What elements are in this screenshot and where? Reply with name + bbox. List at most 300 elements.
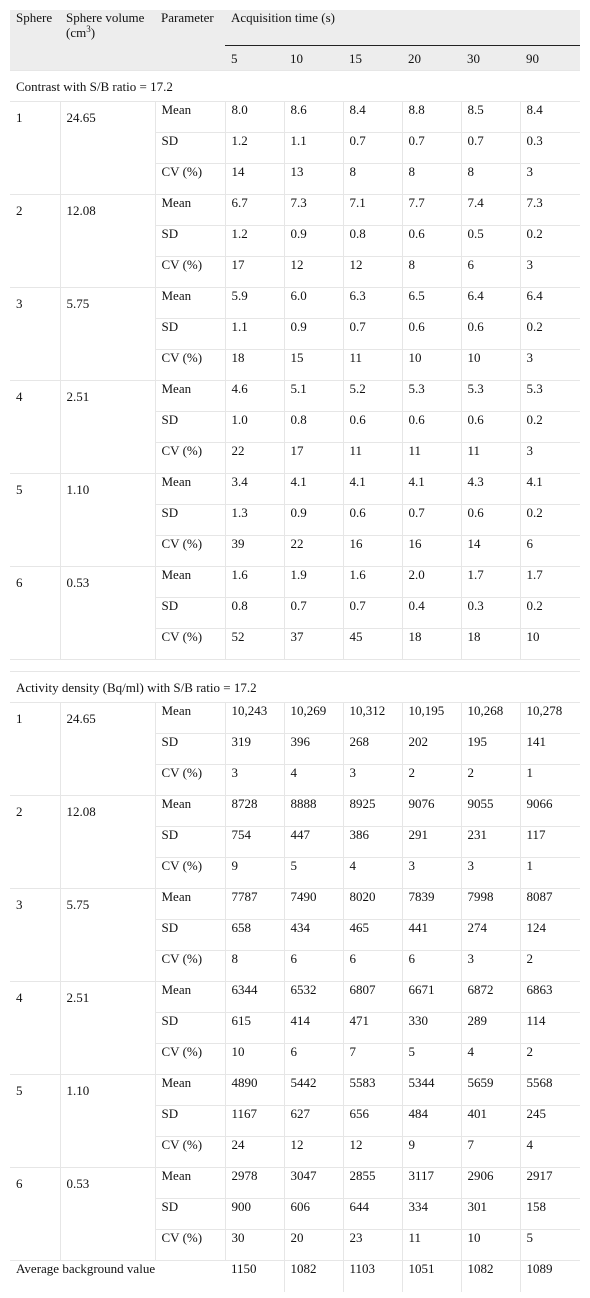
value-cell: 10 xyxy=(461,1230,520,1261)
value-cell: 2978 xyxy=(225,1168,284,1199)
section-title: Activity density (Bq/ml) with S/B ratio = 17.2 xyxy=(10,672,580,703)
value-cell: 4890 xyxy=(225,1075,284,1106)
results-table xyxy=(10,10,580,1292)
value-cell: 289 xyxy=(461,1013,520,1044)
footer-value: 1082 xyxy=(461,1261,520,1292)
header-volume-end: ) xyxy=(90,25,96,40)
parameter-label: Mean xyxy=(155,982,225,1013)
value-cell: 4.1 xyxy=(402,474,461,505)
value-cell: 6872 xyxy=(461,982,520,1013)
header-volume xyxy=(60,10,155,71)
value-cell: 5 xyxy=(284,858,343,889)
value-cell: 5 xyxy=(520,1230,580,1261)
sphere-volume: 2.51 xyxy=(60,982,155,1075)
parameter-label: CV (%) xyxy=(155,1230,225,1261)
value-cell: 8 xyxy=(402,257,461,288)
value-cell: 8020 xyxy=(343,889,402,920)
value-cell: 434 xyxy=(284,920,343,951)
sphere-volume: 24.65 xyxy=(60,703,155,796)
parameter-label: Mean xyxy=(155,796,225,827)
parameter-label: Mean xyxy=(155,703,225,734)
value-cell: 22 xyxy=(225,443,284,474)
value-cell: 12 xyxy=(284,1137,343,1168)
value-cell: 7787 xyxy=(225,889,284,920)
parameter-label: CV (%) xyxy=(155,951,225,982)
value-cell: 401 xyxy=(461,1106,520,1137)
sphere-number: 5 xyxy=(10,474,60,567)
value-cell: 231 xyxy=(461,827,520,858)
value-cell: 3 xyxy=(520,257,580,288)
value-cell: 16 xyxy=(343,536,402,567)
header-volume-sup: 3 xyxy=(86,24,91,34)
value-cell: 14 xyxy=(225,164,284,195)
value-cell: 10,269 xyxy=(284,703,343,734)
value-cell: 1.2 xyxy=(225,133,284,164)
table-row xyxy=(10,195,580,226)
sphere-volume: 5.75 xyxy=(60,288,155,381)
value-cell: 8 xyxy=(225,951,284,982)
value-cell: 0.6 xyxy=(461,319,520,350)
value-cell: 9 xyxy=(402,1137,461,1168)
value-cell: 16 xyxy=(402,536,461,567)
value-cell: 0.5 xyxy=(461,226,520,257)
table-row xyxy=(10,703,580,734)
value-cell: 11 xyxy=(461,443,520,474)
value-cell: 0.6 xyxy=(402,226,461,257)
parameter-label: SD xyxy=(155,1106,225,1137)
value-cell: 0.7 xyxy=(284,598,343,629)
value-cell: 7.4 xyxy=(461,195,520,226)
parameter-label: SD xyxy=(155,1013,225,1044)
value-cell: 4 xyxy=(343,858,402,889)
value-cell: 0.6 xyxy=(461,505,520,536)
value-cell: 4 xyxy=(284,765,343,796)
value-cell: 12 xyxy=(343,1137,402,1168)
value-cell: 10 xyxy=(520,629,580,660)
sphere-volume: 24.65 xyxy=(60,102,155,195)
value-cell: 4.3 xyxy=(461,474,520,505)
value-cell: 5.2 xyxy=(343,381,402,412)
value-cell: 4.6 xyxy=(225,381,284,412)
value-cell: 0.8 xyxy=(225,598,284,629)
sphere-number: 4 xyxy=(10,381,60,474)
value-cell: 52 xyxy=(225,629,284,660)
table-row xyxy=(10,796,580,827)
value-cell: 6.4 xyxy=(461,288,520,319)
value-cell: 5344 xyxy=(402,1075,461,1106)
value-cell: 0.6 xyxy=(461,412,520,443)
value-cell: 5442 xyxy=(284,1075,343,1106)
value-cell: 20 xyxy=(284,1230,343,1261)
value-cell: 7.3 xyxy=(520,195,580,226)
parameter-label: SD xyxy=(155,412,225,443)
parameter-label: CV (%) xyxy=(155,350,225,381)
value-cell: 0.2 xyxy=(520,319,580,350)
value-cell: 158 xyxy=(520,1199,580,1230)
table-body xyxy=(10,71,580,1292)
sphere-volume: 2.51 xyxy=(60,381,155,474)
value-cell: 5583 xyxy=(343,1075,402,1106)
value-cell: 7.7 xyxy=(402,195,461,226)
value-cell: 7839 xyxy=(402,889,461,920)
header-time-15: 15 xyxy=(343,46,402,71)
parameter-label: CV (%) xyxy=(155,765,225,796)
value-cell: 45 xyxy=(343,629,402,660)
value-cell: 1.1 xyxy=(284,133,343,164)
table-row xyxy=(10,982,580,1013)
value-cell: 6 xyxy=(284,951,343,982)
value-cell: 124 xyxy=(520,920,580,951)
value-cell: 10,243 xyxy=(225,703,284,734)
value-cell: 195 xyxy=(461,734,520,765)
value-cell: 0.8 xyxy=(284,412,343,443)
value-cell: 1.9 xyxy=(284,567,343,598)
value-cell: 114 xyxy=(520,1013,580,1044)
value-cell: 22 xyxy=(284,536,343,567)
value-cell: 0.6 xyxy=(343,412,402,443)
value-cell: 8925 xyxy=(343,796,402,827)
sphere-volume: 5.75 xyxy=(60,889,155,982)
value-cell: 2855 xyxy=(343,1168,402,1199)
value-cell: 11 xyxy=(402,1230,461,1261)
value-cell: 1 xyxy=(520,858,580,889)
value-cell: 6 xyxy=(402,951,461,982)
value-cell: 202 xyxy=(402,734,461,765)
sphere-volume: 12.08 xyxy=(60,796,155,889)
value-cell: 8.4 xyxy=(520,102,580,133)
footer-value: 1051 xyxy=(402,1261,461,1292)
parameter-label: Mean xyxy=(155,195,225,226)
value-cell: 4 xyxy=(520,1137,580,1168)
value-cell: 0.8 xyxy=(343,226,402,257)
parameter-label: SD xyxy=(155,827,225,858)
value-cell: 10,195 xyxy=(402,703,461,734)
value-cell: 5 xyxy=(402,1044,461,1075)
value-cell: 7 xyxy=(343,1044,402,1075)
value-cell: 245 xyxy=(520,1106,580,1137)
sphere-number: 1 xyxy=(10,102,60,195)
value-cell: 10,278 xyxy=(520,703,580,734)
header-sphere: Sphere xyxy=(10,10,60,71)
value-cell: 1.2 xyxy=(225,226,284,257)
value-cell: 7.3 xyxy=(284,195,343,226)
value-cell: 330 xyxy=(402,1013,461,1044)
value-cell: 319 xyxy=(225,734,284,765)
value-cell: 268 xyxy=(343,734,402,765)
table-row xyxy=(10,889,580,920)
value-cell: 30 xyxy=(225,1230,284,1261)
section-spacer xyxy=(10,660,580,672)
value-cell: 39 xyxy=(225,536,284,567)
value-cell: 8 xyxy=(343,164,402,195)
value-cell: 2 xyxy=(461,765,520,796)
sphere-number: 6 xyxy=(10,567,60,660)
value-cell: 8.8 xyxy=(402,102,461,133)
value-cell: 18 xyxy=(461,629,520,660)
parameter-label: SD xyxy=(155,920,225,951)
value-cell: 5.3 xyxy=(520,381,580,412)
value-cell: 0.9 xyxy=(284,226,343,257)
sphere-number: 4 xyxy=(10,982,60,1075)
footer-value: 1089 xyxy=(520,1261,580,1292)
value-cell: 0.3 xyxy=(461,598,520,629)
value-cell: 1.0 xyxy=(225,412,284,443)
value-cell: 6.3 xyxy=(343,288,402,319)
value-cell: 334 xyxy=(402,1199,461,1230)
value-cell: 7.1 xyxy=(343,195,402,226)
value-cell: 37 xyxy=(284,629,343,660)
value-cell: 8 xyxy=(461,164,520,195)
value-cell: 4 xyxy=(461,1044,520,1075)
value-cell: 6 xyxy=(343,951,402,982)
value-cell: 900 xyxy=(225,1199,284,1230)
sphere-number: 3 xyxy=(10,288,60,381)
parameter-label: Mean xyxy=(155,102,225,133)
value-cell: 9076 xyxy=(402,796,461,827)
value-cell: 8087 xyxy=(520,889,580,920)
value-cell: 7 xyxy=(461,1137,520,1168)
value-cell: 0.2 xyxy=(520,598,580,629)
table-row xyxy=(10,1168,580,1199)
value-cell: 0.6 xyxy=(402,412,461,443)
value-cell: 15 xyxy=(284,350,343,381)
value-cell: 0.2 xyxy=(520,412,580,443)
value-cell: 0.7 xyxy=(343,133,402,164)
table-row xyxy=(10,288,580,319)
parameter-label: Mean xyxy=(155,474,225,505)
value-cell: 9066 xyxy=(520,796,580,827)
value-cell: 0.7 xyxy=(461,133,520,164)
value-cell: 7490 xyxy=(284,889,343,920)
value-cell: 14 xyxy=(461,536,520,567)
table-header xyxy=(10,10,580,71)
value-cell: 2 xyxy=(520,951,580,982)
value-cell: 6 xyxy=(284,1044,343,1075)
sphere-number: 2 xyxy=(10,195,60,288)
value-cell: 1.3 xyxy=(225,505,284,536)
value-cell: 4.1 xyxy=(343,474,402,505)
value-cell: 465 xyxy=(343,920,402,951)
value-cell: 3 xyxy=(343,765,402,796)
value-cell: 1.7 xyxy=(520,567,580,598)
sphere-number: 5 xyxy=(10,1075,60,1168)
value-cell: 6.0 xyxy=(284,288,343,319)
value-cell: 0.7 xyxy=(343,598,402,629)
footer-value: 1150 xyxy=(225,1261,284,1292)
section-title-row xyxy=(10,71,580,102)
value-cell: 471 xyxy=(343,1013,402,1044)
value-cell: 414 xyxy=(284,1013,343,1044)
value-cell: 8.6 xyxy=(284,102,343,133)
value-cell: 754 xyxy=(225,827,284,858)
sphere-volume: 12.08 xyxy=(60,195,155,288)
value-cell: 18 xyxy=(225,350,284,381)
value-cell: 8888 xyxy=(284,796,343,827)
value-cell: 9055 xyxy=(461,796,520,827)
value-cell: 8.4 xyxy=(343,102,402,133)
value-cell: 0.9 xyxy=(284,505,343,536)
value-cell: 6344 xyxy=(225,982,284,1013)
value-cell: 0.7 xyxy=(343,319,402,350)
value-cell: 6671 xyxy=(402,982,461,1013)
value-cell: 2.0 xyxy=(402,567,461,598)
value-cell: 2917 xyxy=(520,1168,580,1199)
value-cell: 0.3 xyxy=(520,133,580,164)
value-cell: 8728 xyxy=(225,796,284,827)
value-cell: 447 xyxy=(284,827,343,858)
value-cell: 6.5 xyxy=(402,288,461,319)
parameter-label: SD xyxy=(155,734,225,765)
value-cell: 396 xyxy=(284,734,343,765)
value-cell: 1.7 xyxy=(461,567,520,598)
value-cell: 11 xyxy=(343,350,402,381)
value-cell: 10,312 xyxy=(343,703,402,734)
header-time-20: 20 xyxy=(402,46,461,71)
footer-value: 1103 xyxy=(343,1261,402,1292)
header-time-5: 5 xyxy=(225,46,284,71)
parameter-label: CV (%) xyxy=(155,858,225,889)
value-cell: 6.7 xyxy=(225,195,284,226)
value-cell: 5.3 xyxy=(461,381,520,412)
value-cell: 0.6 xyxy=(402,319,461,350)
value-cell: 3117 xyxy=(402,1168,461,1199)
value-cell: 0.2 xyxy=(520,226,580,257)
value-cell: 5.1 xyxy=(284,381,343,412)
value-cell: 0.2 xyxy=(520,505,580,536)
parameter-label: CV (%) xyxy=(155,536,225,567)
footer-label: Average background value xyxy=(10,1261,225,1292)
value-cell: 301 xyxy=(461,1199,520,1230)
value-cell: 5568 xyxy=(520,1075,580,1106)
header-volume-text: Sphere volume (cm xyxy=(66,10,145,40)
value-cell: 3 xyxy=(520,443,580,474)
value-cell: 5.9 xyxy=(225,288,284,319)
parameter-label: Mean xyxy=(155,889,225,920)
value-cell: 8 xyxy=(402,164,461,195)
value-cell: 1 xyxy=(520,765,580,796)
value-cell: 484 xyxy=(402,1106,461,1137)
value-cell: 13 xyxy=(284,164,343,195)
value-cell: 17 xyxy=(225,257,284,288)
value-cell: 5.3 xyxy=(402,381,461,412)
value-cell: 658 xyxy=(225,920,284,951)
value-cell: 8.0 xyxy=(225,102,284,133)
value-cell: 2 xyxy=(520,1044,580,1075)
parameter-label: SD xyxy=(155,1199,225,1230)
value-cell: 3 xyxy=(520,350,580,381)
value-cell: 17 xyxy=(284,443,343,474)
table-row xyxy=(10,1075,580,1106)
value-cell: 656 xyxy=(343,1106,402,1137)
value-cell: 274 xyxy=(461,920,520,951)
footer-row xyxy=(10,1261,580,1292)
value-cell: 3047 xyxy=(284,1168,343,1199)
value-cell: 18 xyxy=(402,629,461,660)
value-cell: 3 xyxy=(225,765,284,796)
value-cell: 606 xyxy=(284,1199,343,1230)
value-cell: 3 xyxy=(402,858,461,889)
sphere-volume: 1.10 xyxy=(60,474,155,567)
sphere-volume: 1.10 xyxy=(60,1075,155,1168)
value-cell: 1.1 xyxy=(225,319,284,350)
value-cell: 9 xyxy=(225,858,284,889)
value-cell: 644 xyxy=(343,1199,402,1230)
parameter-label: SD xyxy=(155,226,225,257)
parameter-label: Mean xyxy=(155,381,225,412)
value-cell: 10,268 xyxy=(461,703,520,734)
value-cell: 3 xyxy=(461,858,520,889)
section-title-row xyxy=(10,672,580,703)
header-acquisition-time: Acquisition time (s) xyxy=(225,10,580,46)
table-row xyxy=(10,567,580,598)
header-time-10: 10 xyxy=(284,46,343,71)
spacer-cell xyxy=(10,660,580,672)
value-cell: 1.6 xyxy=(225,567,284,598)
value-cell: 2906 xyxy=(461,1168,520,1199)
value-cell: 0.6 xyxy=(343,505,402,536)
parameter-label: Mean xyxy=(155,1168,225,1199)
value-cell: 24 xyxy=(225,1137,284,1168)
value-cell: 23 xyxy=(343,1230,402,1261)
value-cell: 6863 xyxy=(520,982,580,1013)
value-cell: 2 xyxy=(402,765,461,796)
value-cell: 1167 xyxy=(225,1106,284,1137)
value-cell: 141 xyxy=(520,734,580,765)
parameter-label: CV (%) xyxy=(155,1137,225,1168)
sphere-number: 3 xyxy=(10,889,60,982)
value-cell: 5659 xyxy=(461,1075,520,1106)
value-cell: 3.4 xyxy=(225,474,284,505)
value-cell: 10 xyxy=(225,1044,284,1075)
value-cell: 615 xyxy=(225,1013,284,1044)
table-row xyxy=(10,102,580,133)
value-cell: 0.9 xyxy=(284,319,343,350)
value-cell: 3 xyxy=(520,164,580,195)
value-cell: 627 xyxy=(284,1106,343,1137)
value-cell: 8.5 xyxy=(461,102,520,133)
value-cell: 6.4 xyxy=(520,288,580,319)
parameter-label: SD xyxy=(155,598,225,629)
parameter-label: CV (%) xyxy=(155,1044,225,1075)
value-cell: 6807 xyxy=(343,982,402,1013)
value-cell: 3 xyxy=(461,951,520,982)
value-cell: 0.7 xyxy=(402,505,461,536)
value-cell: 1.6 xyxy=(343,567,402,598)
sphere-number: 2 xyxy=(10,796,60,889)
value-cell: 10 xyxy=(402,350,461,381)
value-cell: 291 xyxy=(402,827,461,858)
table-row xyxy=(10,381,580,412)
value-cell: 0.7 xyxy=(402,133,461,164)
header-time-90: 90 xyxy=(520,46,580,71)
parameter-label: CV (%) xyxy=(155,443,225,474)
value-cell: 7998 xyxy=(461,889,520,920)
section-title: Contrast with S/B ratio = 17.2 xyxy=(10,71,580,102)
parameter-label: CV (%) xyxy=(155,164,225,195)
parameter-label: CV (%) xyxy=(155,629,225,660)
value-cell: 10 xyxy=(461,350,520,381)
value-cell: 117 xyxy=(520,827,580,858)
value-cell: 6 xyxy=(520,536,580,567)
parameter-label: SD xyxy=(155,505,225,536)
sphere-volume: 0.53 xyxy=(60,1168,155,1261)
parameter-label: SD xyxy=(155,133,225,164)
header-parameter: Parameter xyxy=(155,10,225,71)
value-cell: 441 xyxy=(402,920,461,951)
sphere-number: 1 xyxy=(10,703,60,796)
value-cell: 4.1 xyxy=(284,474,343,505)
parameter-label: SD xyxy=(155,319,225,350)
